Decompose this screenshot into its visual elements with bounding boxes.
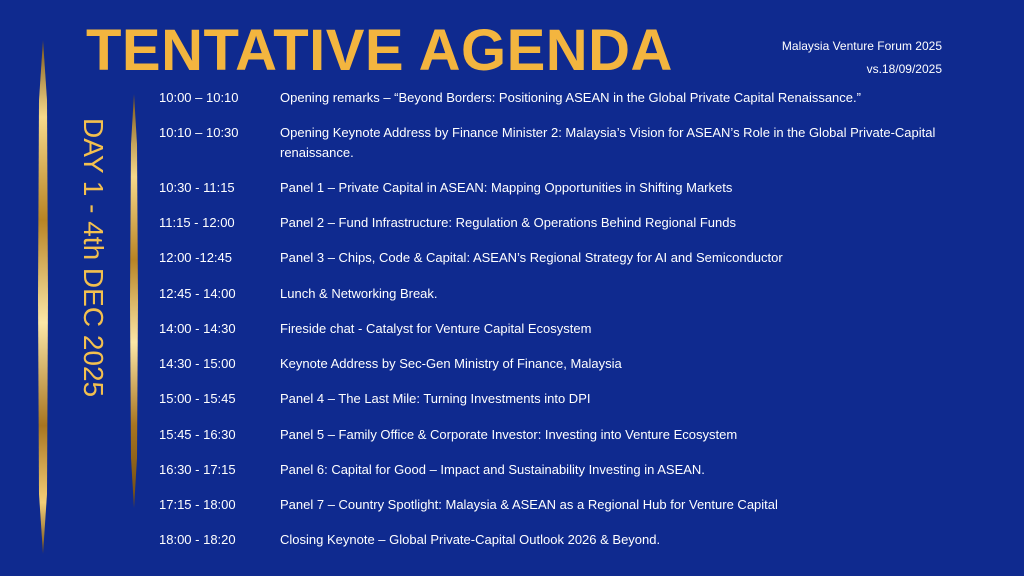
agenda-description: Panel 3 – Chips, Code & Capital: ASEAN’s Regional Strategy for AI and Semiconductor bbox=[280, 250, 783, 265]
agenda-description: Panel 5 – Family Office & Corporate Investor: Investing into Venture Ecosystem bbox=[280, 427, 738, 442]
agenda-row bbox=[159, 88, 1009, 108]
agenda-description: Opening remarks – “Beyond Borders: Positioning ASEAN in the Global Private Capital Renaissance.” bbox=[280, 90, 861, 105]
agenda-row bbox=[159, 123, 1009, 163]
agenda-description: Keynote Address by Sec-Gen Ministry of Finance, Malaysia bbox=[280, 356, 622, 371]
agenda-time: 11:15 - 12:00 bbox=[159, 215, 235, 230]
event-name: Malaysia Venture Forum 2025 bbox=[781, 39, 942, 53]
agenda-description: Lunch & Networking Break. bbox=[280, 286, 438, 301]
agenda-description: Opening Keynote Address by Finance Minister 2: Malaysia’s Vision for ASEAN’s Role in the Global Private-Capital renaissance. bbox=[280, 125, 936, 160]
agenda-time: 12:00 -12:45 bbox=[159, 250, 233, 265]
agenda-time: 17:15 - 18:00 bbox=[159, 497, 236, 512]
agenda-time: 12:45 - 14:00 bbox=[159, 286, 236, 301]
day-label bbox=[76, 118, 110, 438]
agenda-description: Panel 2 – Fund Infrastructure: Regulation & Operations Behind Regional Funds bbox=[280, 215, 736, 230]
agenda-row bbox=[159, 354, 1009, 374]
agenda-row bbox=[159, 460, 1009, 480]
agenda-time: 15:00 - 15:45 bbox=[159, 391, 236, 406]
agenda-row bbox=[159, 178, 1009, 198]
agenda-time: 15:45 - 16:30 bbox=[159, 427, 236, 442]
agenda-list bbox=[159, 88, 1009, 547]
page-title: TENTATIVE AGENDA bbox=[86, 18, 673, 83]
agenda-time: 18:00 - 18:20 bbox=[159, 532, 236, 547]
agenda-row bbox=[159, 495, 1009, 515]
agenda-time: 10:30 - 11:15 bbox=[159, 180, 235, 195]
agenda-row bbox=[159, 213, 1009, 233]
agenda-time: 16:30 - 17:15 bbox=[159, 462, 236, 477]
agenda-description: Panel 6: Capital for Good – Impact and Sustainability Investing in ASEAN. bbox=[280, 462, 705, 477]
agenda-time: 10:00 – 10:10 bbox=[159, 90, 239, 105]
day-label-text: DAY 1 - 4th DEC 2025 bbox=[78, 118, 109, 398]
agenda-time: 14:30 - 15:00 bbox=[159, 356, 236, 371]
agenda-description: Panel 4 – The Last Mile: Turning Investments into DPI bbox=[280, 391, 591, 406]
agenda-description: Closing Keynote – Global Private-Capital Outlook 2026 & Beyond. bbox=[280, 532, 661, 547]
agenda-time: 14:00 - 14:30 bbox=[159, 321, 236, 336]
agenda-description: Panel 7 – Country Spotlight: Malaysia & ASEAN as a Regional Hub for Venture Capital bbox=[280, 497, 778, 512]
agenda-row bbox=[159, 530, 1009, 550]
agenda-row bbox=[159, 248, 1009, 268]
agenda-row bbox=[159, 284, 1009, 304]
gold-blade-left-decoration bbox=[36, 40, 50, 554]
gold-blade-right-decoration bbox=[128, 94, 140, 508]
agenda-time: 10:10 – 10:30 bbox=[159, 125, 239, 140]
agenda-description: Panel 1 – Private Capital in ASEAN: Mapping Opportunities in Shifting Markets bbox=[280, 180, 733, 195]
agenda-row bbox=[159, 425, 1009, 445]
agenda-row bbox=[159, 389, 1009, 409]
agenda-description: Fireside chat - Catalyst for Venture Capital Ecosystem bbox=[280, 321, 592, 336]
version-label: vs.18/09/2025 bbox=[866, 62, 942, 76]
agenda-row bbox=[159, 319, 1009, 339]
